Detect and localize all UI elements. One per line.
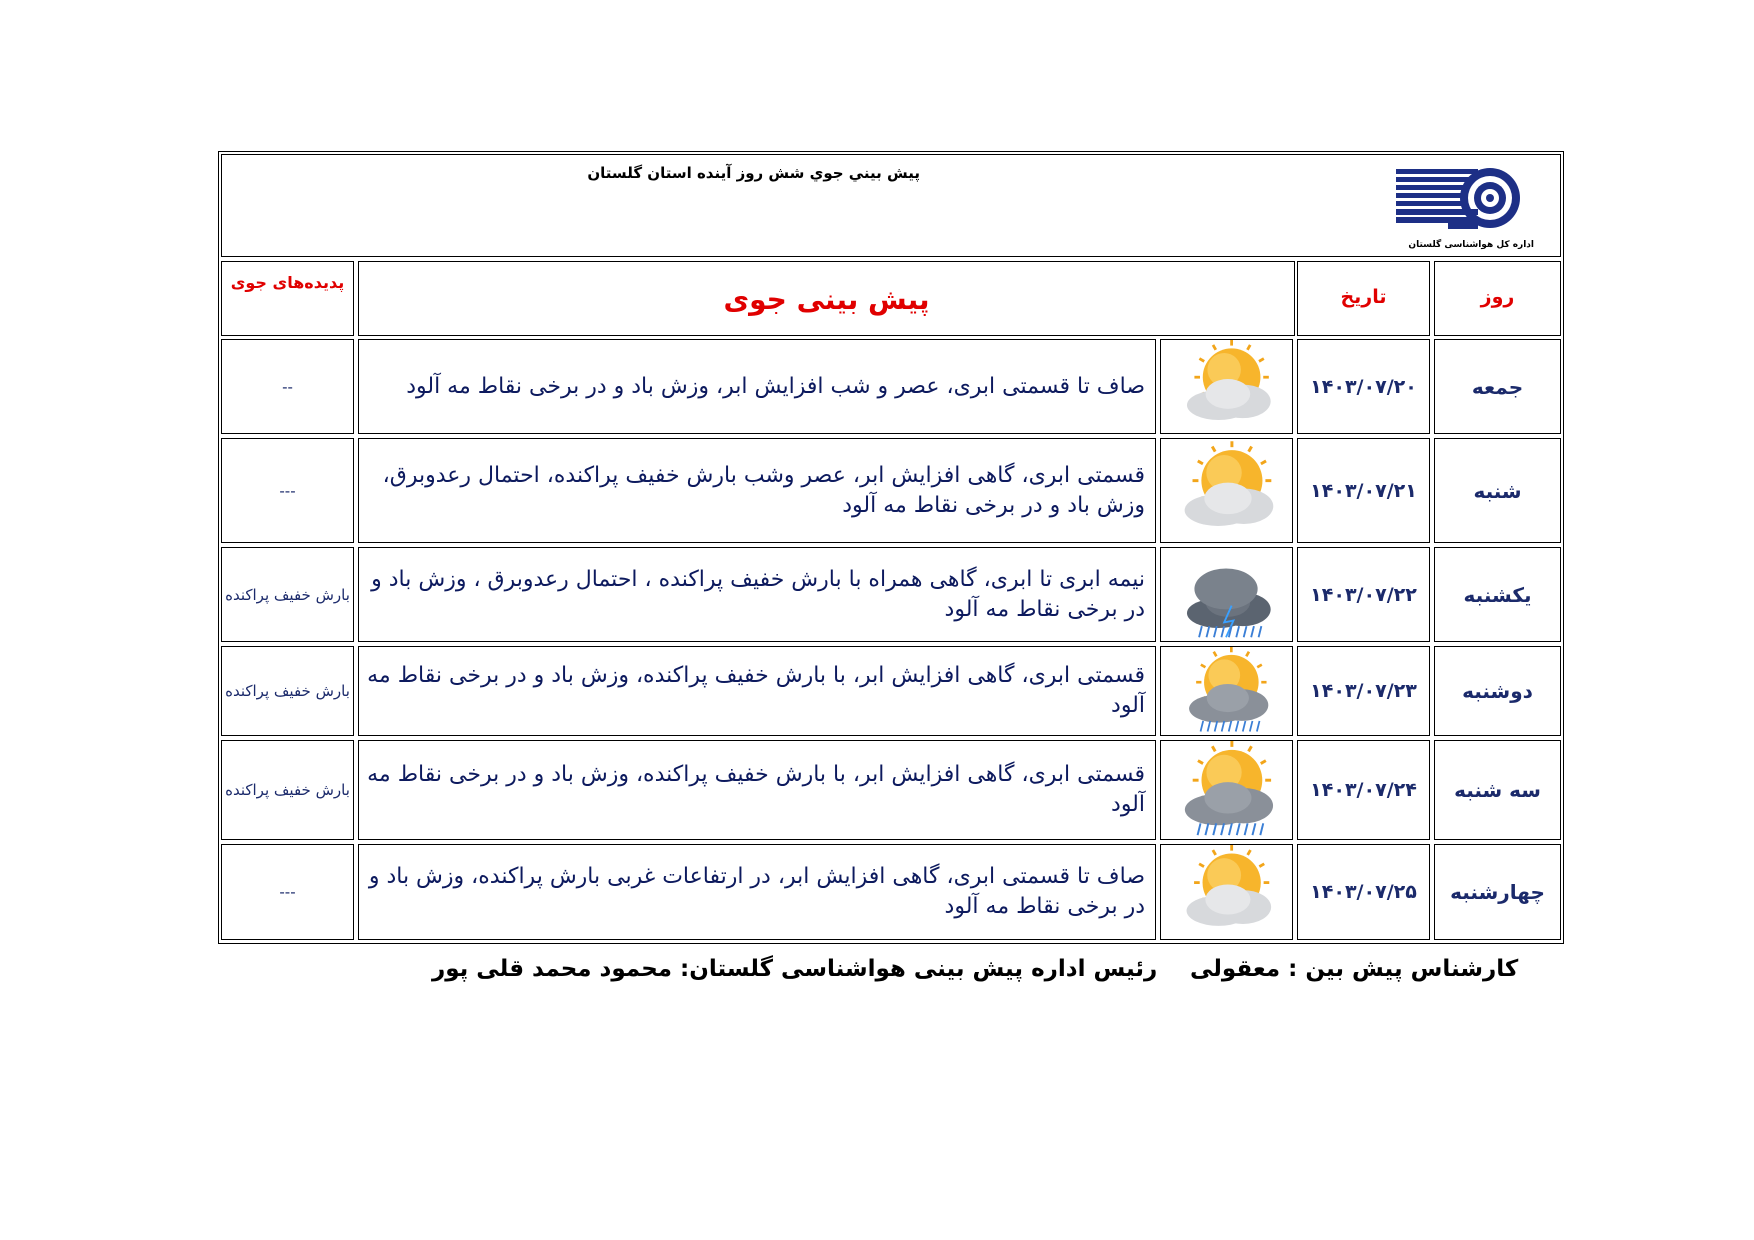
sun-cloud-icon <box>1160 438 1293 543</box>
date-cell-text: ۱۴۰۳/۰۷/۲۳ <box>1310 680 1417 702</box>
phenomena-cell-text: بارش خفیف پراکنده <box>225 585 350 604</box>
meteorological-organization-logo <box>1388 163 1538 249</box>
day-cell-text: سه شنبه <box>1454 778 1541 802</box>
date-cell <box>1297 547 1430 642</box>
forecast-description <box>358 339 1156 434</box>
phenomena-cell-text: -- <box>282 377 293 396</box>
chief-credit: رئیس اداره پیش بینی هواشناسی گلستان: محمود محمد قلی پور <box>432 956 1158 982</box>
forecast-description-text: صاف تا قسمتی ابری، گاهی افزایش ابر، در ارتفاعات غربی بارش پراکنده، وزش باد و در برخی نقاط مه آلود <box>368 864 1145 919</box>
sun-cloud-icon <box>1160 844 1293 940</box>
forecast-description-text: نیمه ابری تا ابری، گاهی همراه با بارش خفیف پراکنده ، احتمال رعدوبرق ، وزش باد و در برخی نقاط مه آلود <box>371 566 1145 622</box>
forecast-description <box>358 740 1156 840</box>
forecast-description <box>358 646 1156 736</box>
forecast-description <box>358 547 1156 642</box>
phenomena-cell <box>221 438 354 543</box>
forecast-description-text: صاف تا قسمتی ابری، عصر و شب افزایش ابر، وزش باد و در برخی نقاط مه آلود <box>406 373 1145 399</box>
date-cell-text: ۱۴۰۳/۰۷/۲۵ <box>1310 881 1417 903</box>
phenomena-cell <box>221 646 354 736</box>
forecast-sheet <box>218 151 1564 944</box>
forecast-description <box>358 844 1156 940</box>
day-cell <box>1434 646 1561 736</box>
document-title: پیش بيني جوي شش روز آینده استان گلستان <box>587 164 920 182</box>
column-header-forecast: پیش بینی جوی <box>358 261 1295 336</box>
sun-cloud-icon <box>1160 339 1293 434</box>
column-header-date: تاریخ <box>1297 261 1430 336</box>
date-cell <box>1297 740 1430 840</box>
forecaster-credit: کارشناس پیش بین : معقولی <box>1190 956 1519 982</box>
logo-emblem-icon <box>1388 163 1538 249</box>
date-cell-text: ۱۴۰۳/۰۷/۲۴ <box>1310 779 1417 801</box>
phenomena-cell-text: --- <box>279 481 296 500</box>
date-cell-text: ۱۴۰۳/۰۷/۲۰ <box>1310 375 1417 398</box>
date-cell-text: ۱۴۰۳/۰۷/۲۲ <box>1310 583 1417 606</box>
org-caption: اداره کل هواشناسی گلستان <box>1408 240 1534 250</box>
day-cell <box>1434 740 1561 840</box>
thunderstorm-icon <box>1160 547 1293 642</box>
phenomena-cell <box>221 339 354 434</box>
phenomena-cell <box>221 844 354 940</box>
day-cell-text: شنبه <box>1473 478 1522 503</box>
day-cell <box>1434 547 1561 642</box>
forecast-description-text: قسمتی ابری، گاهی افزایش ابر، با بارش خفیف پراکنده، وزش باد و در برخی نقاط مه آلود <box>367 762 1145 817</box>
phenomena-cell-text: بارش خفیف پراکنده <box>225 682 350 700</box>
date-cell <box>1297 646 1430 736</box>
day-cell-text: جمعه <box>1471 374 1524 399</box>
column-header-day: روز <box>1434 261 1561 336</box>
date-cell-text: ۱۴۰۳/۰۷/۲۱ <box>1310 479 1417 502</box>
phenomena-cell-text: بارش خفیف پراکنده <box>225 781 350 799</box>
column-header-phenomena: پدیده‌های جوی <box>221 261 354 336</box>
day-cell <box>1434 844 1561 940</box>
date-cell <box>1297 844 1430 940</box>
day-cell-text: یکشنبه <box>1463 582 1532 607</box>
forecast-description-text: قسمتی ابری، گاهی افزایش ابر، با بارش خفیف پراکنده، وزش باد و در برخی نقاط مه آلود <box>367 663 1145 718</box>
document-header <box>221 154 1561 257</box>
sun-rain-cloud-icon <box>1160 740 1293 840</box>
day-cell <box>1434 438 1561 543</box>
day-cell-text: چهارشنبه <box>1450 880 1545 904</box>
day-cell-text: دوشنبه <box>1462 679 1533 703</box>
forecast-description <box>358 438 1156 543</box>
sun-rain-cloud-icon <box>1160 646 1293 736</box>
date-cell <box>1297 438 1430 543</box>
phenomena-cell <box>221 547 354 642</box>
forecast-description-text: قسمتی ابری، گاهی افزایش ابر، عصر وشب بارش خفیف پراکنده، احتمال رعدوبرق، وزش باد و در برخی نقاط مه آلود <box>382 462 1145 518</box>
date-cell <box>1297 339 1430 434</box>
phenomena-cell-text: --- <box>279 883 296 901</box>
day-cell <box>1434 339 1561 434</box>
phenomena-cell <box>221 740 354 840</box>
